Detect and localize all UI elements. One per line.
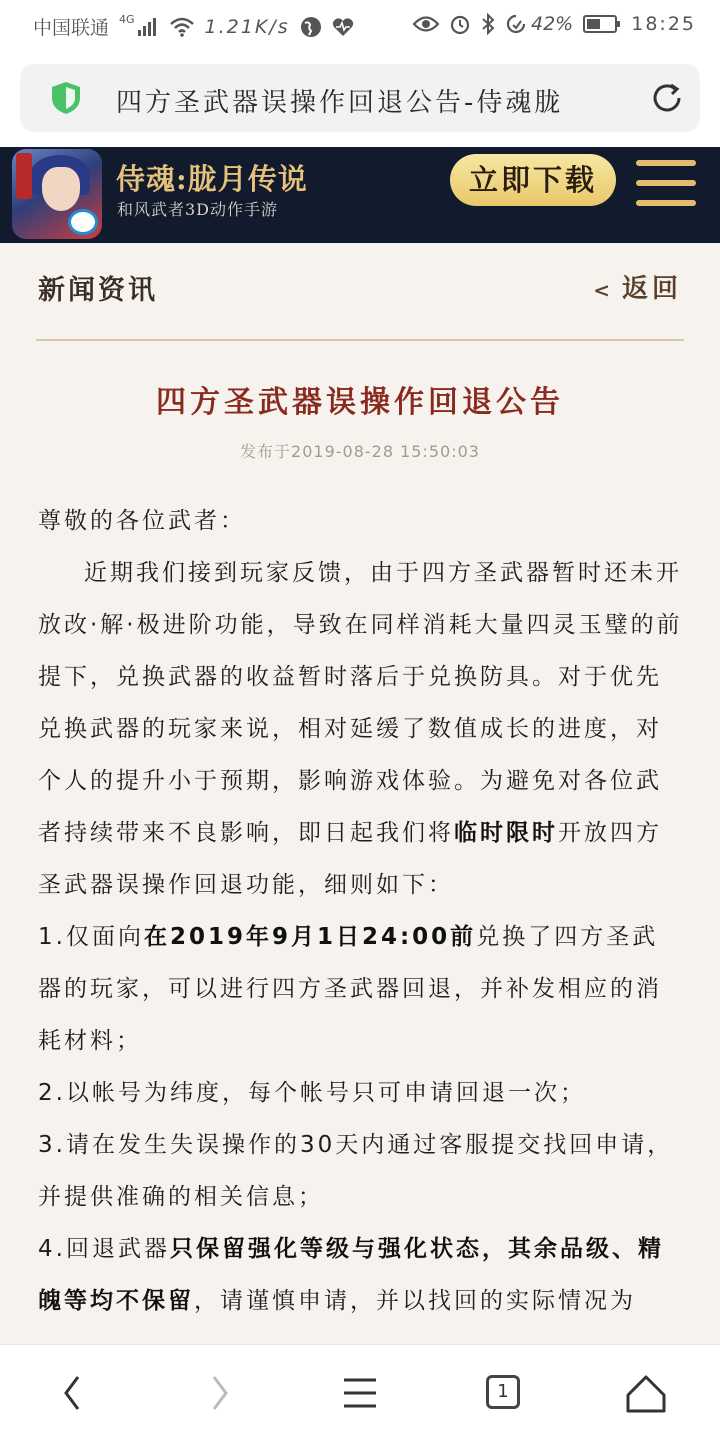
bold-text: 只保留强化等级与强化状态，其余品级、精魄等均不保留 <box>38 1236 664 1314</box>
forward-arrow-icon[interactable] <box>190 1367 246 1419</box>
globe-icon <box>300 16 322 38</box>
signal-icon <box>137 17 159 37</box>
rule-item-3: 3.请在发生失误操作的30天内通过客服提交找回申请，并提供准确的相关信息； <box>38 1132 674 1210</box>
reload-icon[interactable] <box>648 79 686 121</box>
section-title: 新闻资讯 <box>38 275 158 306</box>
address-bar[interactable] <box>20 64 700 132</box>
bold-text: 在2019年9月1日24:00前 <box>143 924 477 950</box>
status-bar <box>0 0 720 52</box>
bold-text: 临时限时 <box>454 820 558 846</box>
game-subtitle: 和风武者3D动作手游 <box>117 200 279 219</box>
health-heart-icon <box>332 17 354 37</box>
chevron-left-icon: < <box>593 278 614 302</box>
divider <box>36 339 684 341</box>
data-saver-icon <box>505 13 527 35</box>
wifi-icon <box>169 17 195 37</box>
browser-toolbar <box>0 52 720 147</box>
news-content <box>0 243 720 1344</box>
clock-time: 18:25 <box>631 13 696 35</box>
battery-icon <box>583 14 621 34</box>
rule-item-2: 2.以帐号为纬度，每个帐号只可申请回退一次； <box>38 1080 586 1106</box>
publish-time: 发布于2019-08-28 15:50:03 <box>240 442 480 461</box>
back-link[interactable] <box>593 268 682 305</box>
rule-item-1: 1.仅面向在2019年9月1日24:00前兑换了四方圣武器的玩家，可以进行四方圣武器回退，并补发相应的消耗材料； <box>38 924 662 1054</box>
back-arrow-icon[interactable] <box>46 1367 102 1419</box>
game-app-icon[interactable] <box>12 149 102 239</box>
security-shield-icon[interactable] <box>50 80 82 120</box>
browser-bottom-nav <box>0 1344 720 1441</box>
page-title-url[interactable]: 四方圣武器误操作回退公告-侍魂胧 <box>116 88 564 118</box>
home-icon[interactable] <box>618 1367 674 1419</box>
game-promo-banner <box>0 147 720 243</box>
network-type: 4G <box>119 13 135 26</box>
game-title: 侍魂:胧月传说 <box>116 162 308 196</box>
download-button[interactable]: 立即下载 <box>450 154 616 206</box>
alarm-icon <box>449 13 471 35</box>
carrier-label: 中国联通 <box>33 17 110 39</box>
article-title: 四方圣武器误操作回退公告 <box>156 385 564 420</box>
menu-icon[interactable] <box>332 1367 388 1419</box>
intro-paragraph: 近期我们接到玩家反馈，由于四方圣武器暂时还未开放改·解·极进阶功能，导致在同样消耗大量四灵玉璧的前提下，兑换武器的收益暂时落后于兑换防具。对于优先兑换武器的玩家来说，相对延缓了数值成长的进度，对个人的提升小于预期，影响游戏体验。为避免对各位武者持续带来不良影响，即日起我们将临时限时开放四方圣武器误操作回退功能，细则如下： <box>38 560 683 898</box>
article-body <box>38 495 684 1327</box>
rule-item-4: 4.回退武器只保留强化等级与强化状态，其余品级、精魄等均不保留，请谨慎申请，并以找回的实际情况为 <box>38 1236 664 1314</box>
network-speed: 1.21K/s <box>204 15 290 38</box>
back-label: 返回 <box>621 274 682 304</box>
battery-percent: 42% <box>531 13 574 35</box>
bluetooth-icon <box>481 13 495 35</box>
tabs-button[interactable]: 1 <box>486 1375 520 1409</box>
greeting: 尊敬的各位武者： <box>38 508 246 534</box>
eye-comfort-icon <box>413 15 439 33</box>
hamburger-menu-icon[interactable] <box>636 160 696 208</box>
